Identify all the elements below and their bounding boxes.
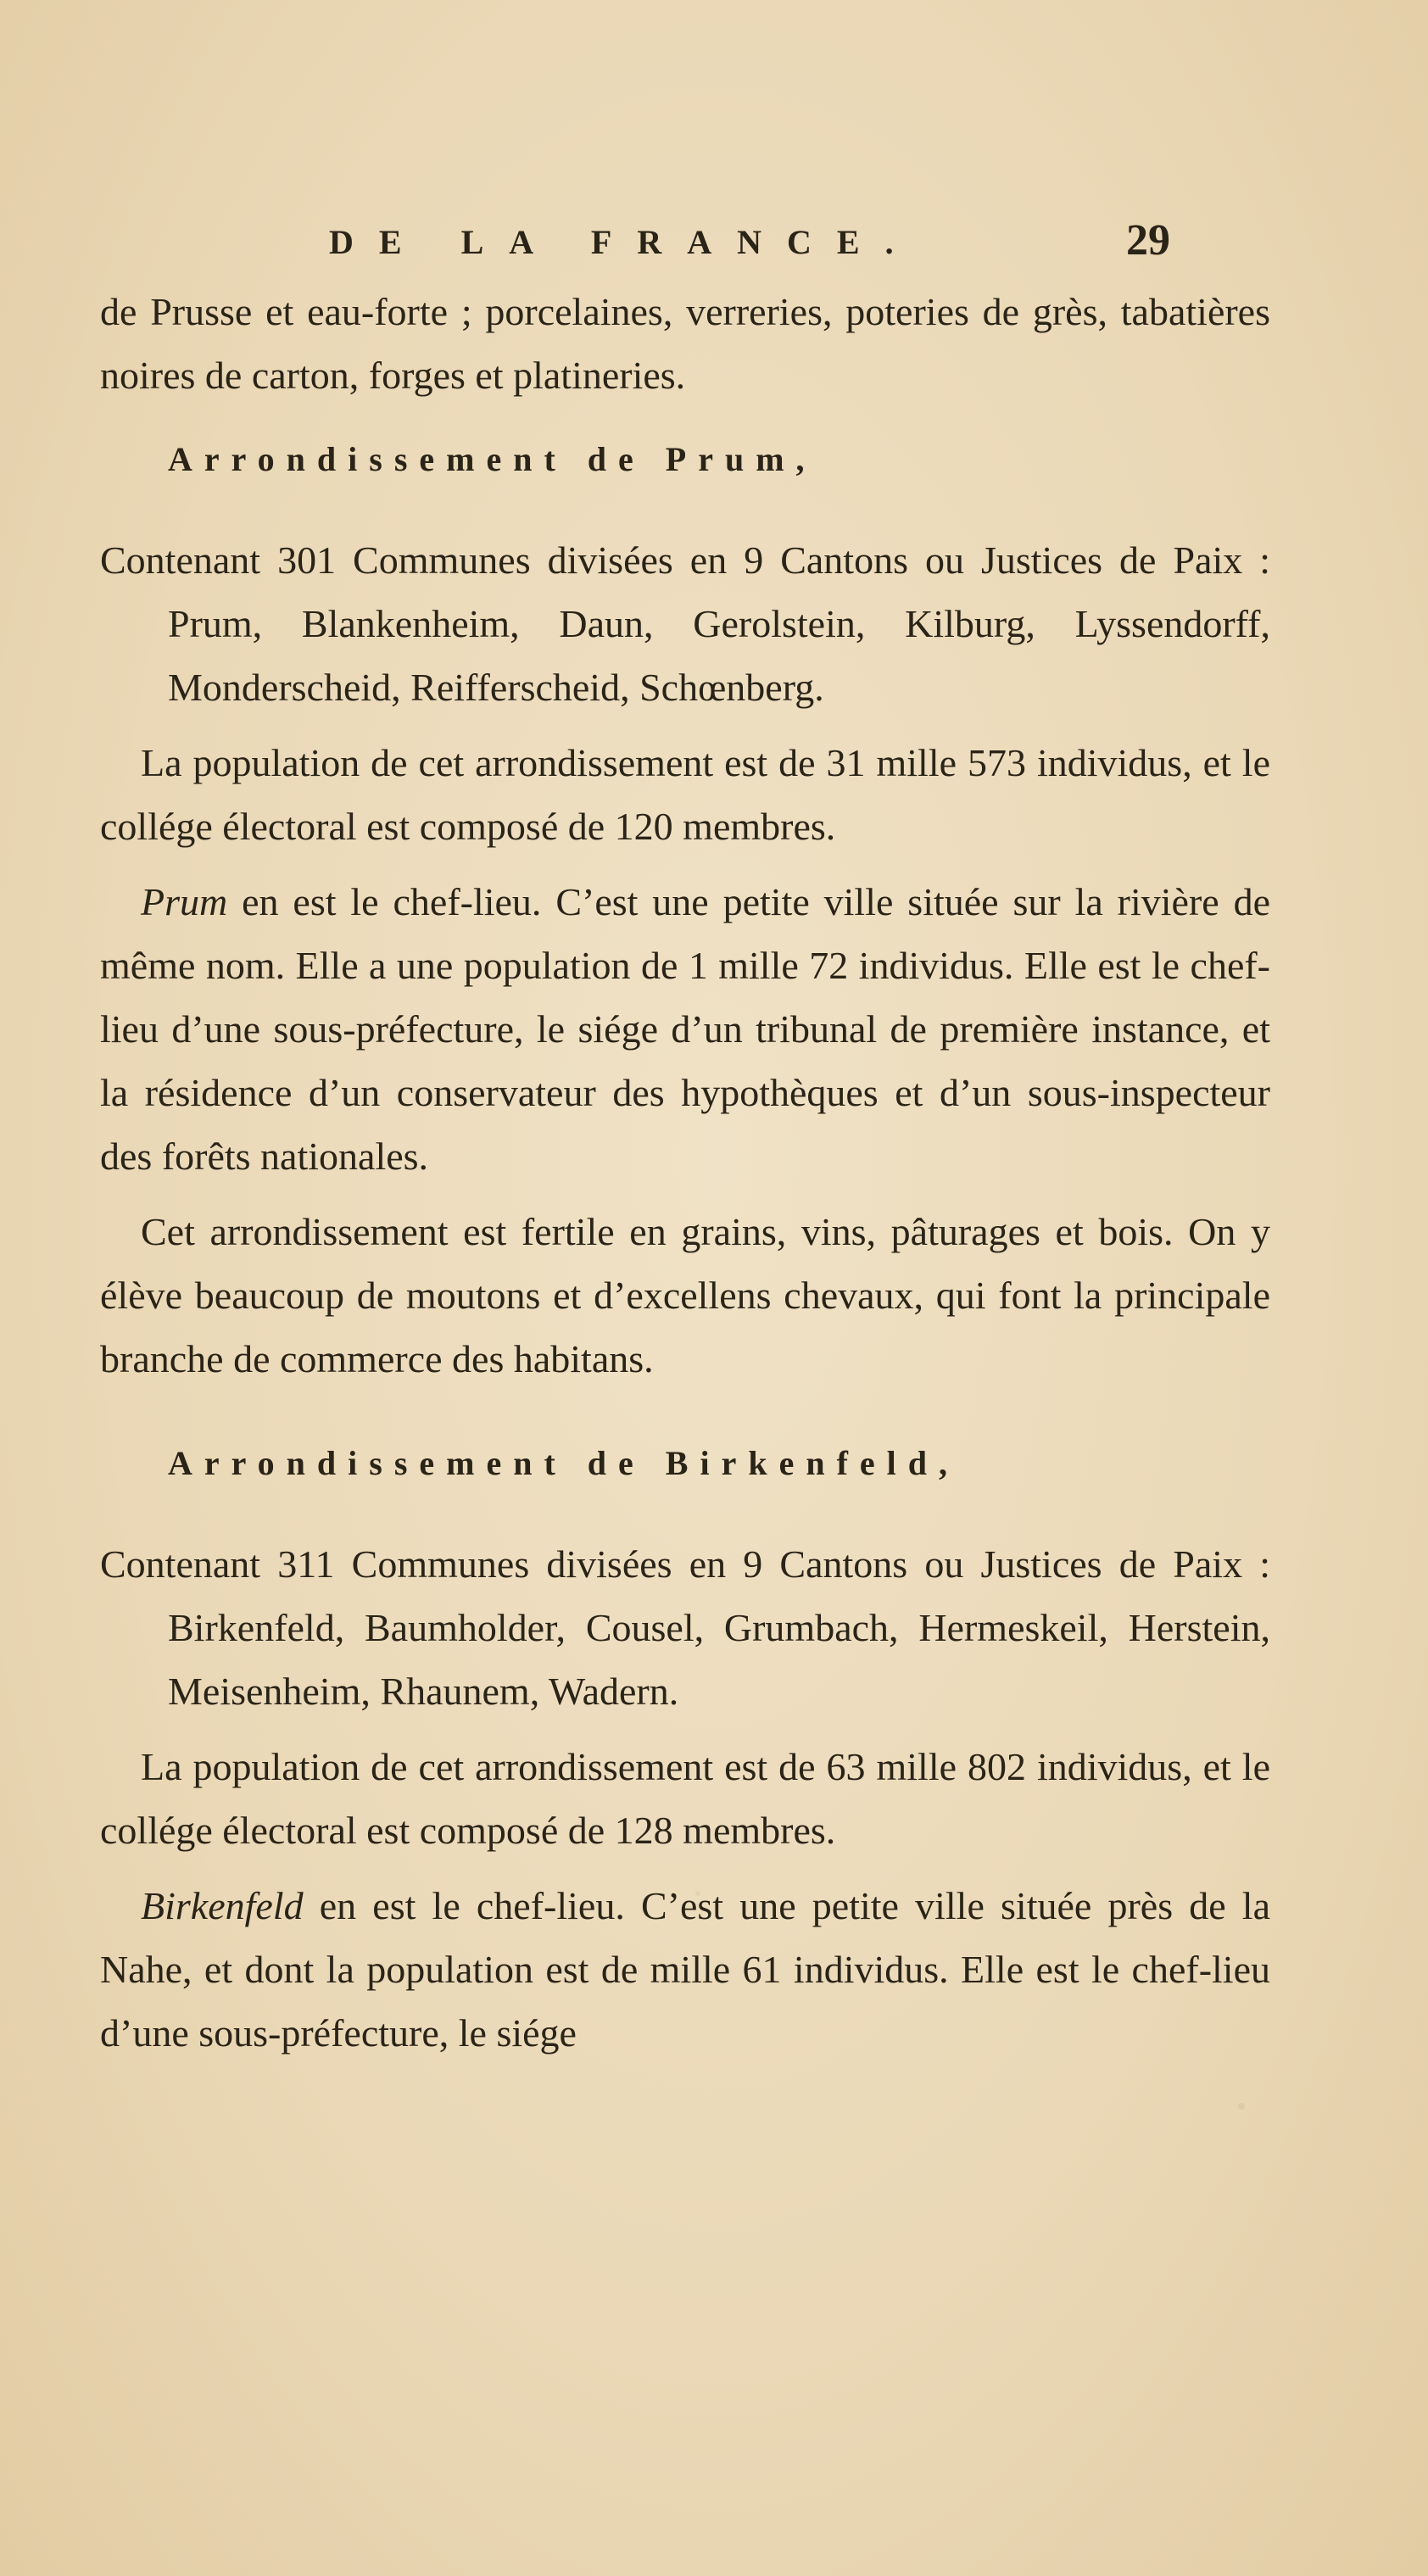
paragraph-birkenfeld-communes: Contenant 311 Communes divisées en 9 Cantons ou Justices de Paix : Birkenfeld, Baumholder, Cousel, Grumbach, Hermeskeil, Herstein, Meisenheim, Rhaunem, Wadern.	[100, 1542, 1270, 1713]
paragraph-text: en est le chef-lieu. C’est une petite ville située sur la rivière de même nom. Elle a une population de 1 mille 72 individus. Elle est le chef-lieu d’une sous-préfecture, le siége d’un tribunal de première instance, et la résidence d’un conservateur des hypothèques et d’un sous-inspecteur des forêts nationales.	[100, 880, 1270, 1178]
section-heading-prum: Arrondissement de Prum,	[168, 440, 817, 478]
page-text	[100, 204, 1270, 2065]
paragraph-continuation: de Prusse et eau-forte ; porcelaines, verreries, poteries de grès, tabatières noires de carton, forges et platineries.	[100, 290, 1270, 397]
italic-place-name: Prum	[141, 880, 228, 923]
running-header	[100, 204, 1270, 280]
paper-spot	[1238, 2103, 1245, 2110]
paragraph-text: en est le chef-lieu. C’est une petite ville située près de la Nahe, et dont la population est de mille 61 individus. Elle est le chef-lieu d’une sous-préfecture, le siége	[100, 1884, 1270, 2055]
paragraph-prum-chef-lieu	[100, 870, 1270, 1188]
paragraph-prum-communes: Contenant 301 Communes divisées en 9 Cantons ou Justices de Paix : Prum, Blankenheim, Daun, Gerolstein, Kilburg, Lyssendorff, Monderscheid, Reifferscheid, Schœnberg.	[100, 538, 1270, 709]
running-title: DE LA FRANCE.	[329, 223, 919, 261]
paragraph-prum-population: La population de cet arrondissement est de 31 mille 573 individus, et le collége électoral est composé de 120 membres.	[100, 741, 1270, 848]
paragraph-birkenfeld-chef-lieu	[100, 1874, 1270, 2065]
paragraph-birkenfeld-population: La population de cet arrondissement est de 63 mille 802 individus, et le collége électoral est composé de 128 membres.	[100, 1745, 1270, 1852]
italic-place-name: Birkenfeld	[141, 1884, 304, 1927]
page-number: 29	[1126, 216, 1170, 265]
section-heading-birkenfeld: Arrondissement de Birkenfeld,	[168, 1444, 960, 1482]
paragraph-prum-economy: Cet arrondissement est fertile en grains, vins, pâturages et bois. On y élève beaucoup de moutons et d’excellens chevaux, qui font la principale branche de commerce des habitans.	[100, 1210, 1270, 1380]
